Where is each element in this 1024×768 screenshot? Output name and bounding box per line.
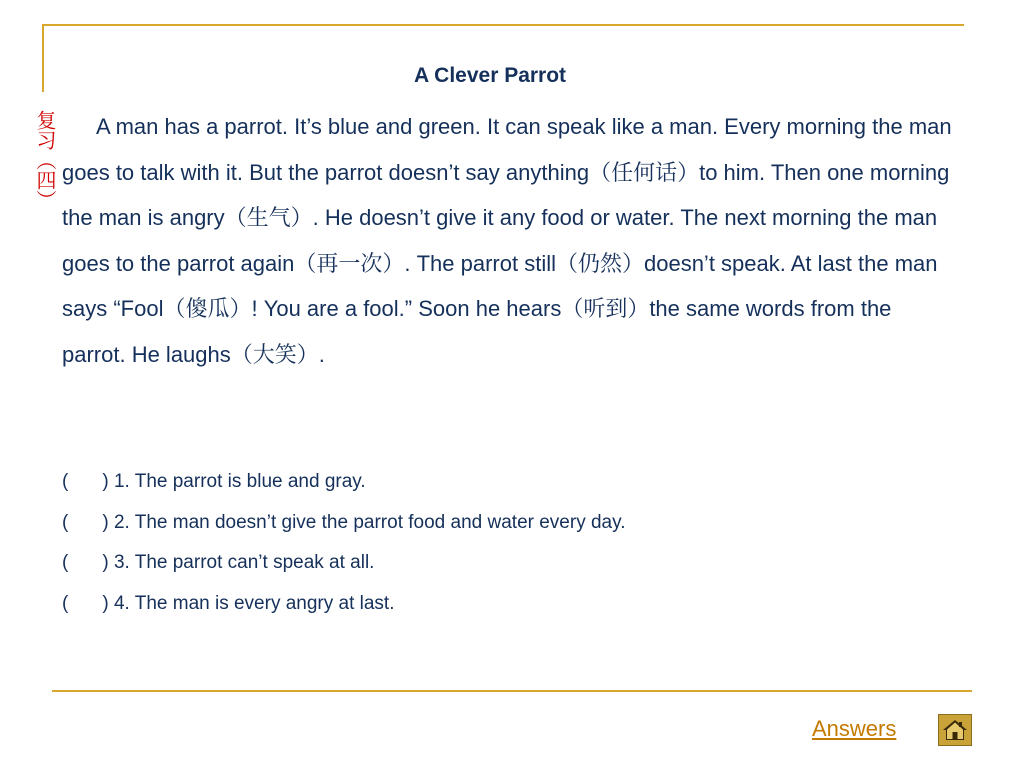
answer-blank-open: ( <box>62 511 69 533</box>
home-button[interactable] <box>938 714 972 746</box>
answer-blank-close: ) <box>102 552 109 573</box>
question-item <box>62 584 922 625</box>
answer-blank-open: ( <box>62 592 69 614</box>
bottom-border-line <box>52 690 972 692</box>
question-text: 1. The parrot is blue and gray. <box>113 471 366 492</box>
answers-link[interactable]: Answers <box>812 716 897 741</box>
top-border-line <box>42 24 964 26</box>
question-text: 2. The man doesn’t give the parrot food and water every day. <box>113 511 626 533</box>
home-icon <box>942 718 968 742</box>
passage-text: A man has a parrot. It’s blue and green. It can speak like a man. Every morning the man goes to talk with it. But the parrot doesn’t say anything（任何话）to him. Then one morning the man is angry（生气）. He doesn’t give it any food or water. The next morning the man goes to the parrot again（再一次）. The parrot still（仍然）doesn’t speak. At last the man says “Fool（傻瓜）! You are a fool.” Soon he hears（听到）the same words from the parrot. He laughs（大笑）. <box>62 114 952 367</box>
question-item <box>62 462 922 503</box>
question-item <box>62 543 922 584</box>
passage-title: A Clever Parrot <box>413 64 567 87</box>
question-item <box>62 503 922 544</box>
passage-body <box>62 104 954 377</box>
question-text: 3. The parrot can’t speak at all. <box>113 552 375 573</box>
answer-blank-open: ( <box>62 471 69 492</box>
answer-blank-close: ) <box>102 511 109 533</box>
question-text: 4. The man is every angry at last. <box>113 592 395 614</box>
answer-blank-close: ) <box>102 471 109 492</box>
answer-blank-close: ) <box>102 592 109 614</box>
question-list <box>62 462 922 624</box>
answer-blank-open: ( <box>62 552 69 573</box>
section-label: 复习（四） <box>33 110 57 210</box>
